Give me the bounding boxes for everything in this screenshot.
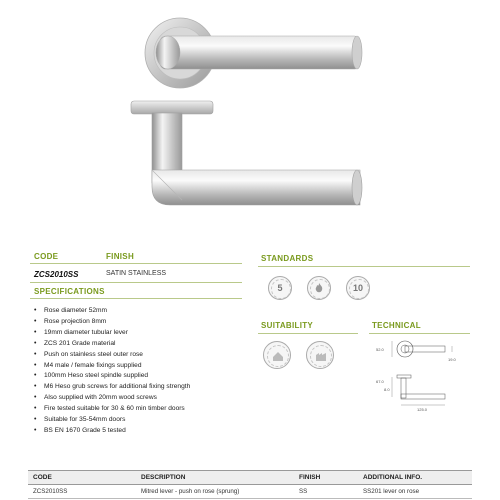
spec-item: • 19mm diameter tubular lever [34,328,190,339]
standards-header: STANDARDS [261,254,314,263]
spec-item: • Push on stainless steel outer rose [34,350,190,361]
domestic-badge-icon [263,341,291,369]
badge-label: 5 [277,283,283,293]
table-cell: Mitred lever - push on rose (sprung) [136,485,294,499]
technical-header: TECHNICAL [372,321,421,330]
specifications-header: SPECIFICATIONS [34,287,105,296]
spec-item: • ZCS 201 Grade material [34,339,190,350]
table-row [28,485,472,499]
spec-item: • Rose projection 8mm [34,317,190,328]
grade-5-badge-icon [268,276,292,300]
spec-item: • 100mm Heso steel spindle supplied [34,371,190,382]
dim-projection-a: 67.0 [376,379,384,384]
divider [30,263,242,264]
specifications-list [34,306,190,437]
divider [258,333,358,334]
spec-item: • BS EN 1670 Grade 5 tested [34,426,190,437]
spec-item: • Rose diameter 52mm [34,306,190,317]
table-cell: ZCS2010SS [28,485,136,499]
divider [258,266,470,267]
table-header-row [28,471,472,485]
commercial-badge-icon [306,341,334,369]
spec-item: • Suitable for 35-54mm doors [34,415,190,426]
building-icon [307,342,335,370]
divider [30,282,242,283]
spec-item: • M4 male / female fixings supplied [34,361,190,372]
dim-lever-diameter: 19.0 [448,357,456,362]
technical-drawing [372,335,472,415]
divider [369,333,470,334]
table-header-description: DESCRIPTION [136,471,294,485]
10-year-guarantee-badge-icon [346,276,370,300]
badge-label: 10 [352,283,363,293]
product-finish: SATIN STAINLESS [106,270,167,277]
flame-icon [314,282,324,294]
finish-header: FINISH [106,252,135,261]
lever-side-view [131,101,362,205]
code-header: CODE [34,252,59,261]
lever-front-view [145,18,362,88]
spec-item: • M6 Heso grub screws for additional fixing strength [34,382,190,393]
table-header-code: CODE [28,471,136,485]
table-cell: SS201 lever on rose [358,485,472,499]
divider [30,298,242,299]
table-header-finish: FINISH [294,471,358,485]
dim-projection-b: 8.0 [384,387,390,392]
fire-rated-badge-icon [307,276,331,300]
dim-rose-diameter: 52.0 [376,347,384,352]
dim-length: 125.0 [417,407,428,412]
product-image [0,0,500,228]
spec-item: • Also supplied with 20mm wood screws [34,393,190,404]
product-table [28,470,472,499]
table-header-additional-info: ADDITIONAL INFO. [358,471,472,485]
suitability-header: SUITABILITY [261,321,314,330]
product-code: ZCS2010SS [34,270,79,279]
spec-item: • Fire tested suitable for 30 & 60 min timber doors [34,404,190,415]
house-icon [264,342,292,370]
table-cell: SS [294,485,358,499]
